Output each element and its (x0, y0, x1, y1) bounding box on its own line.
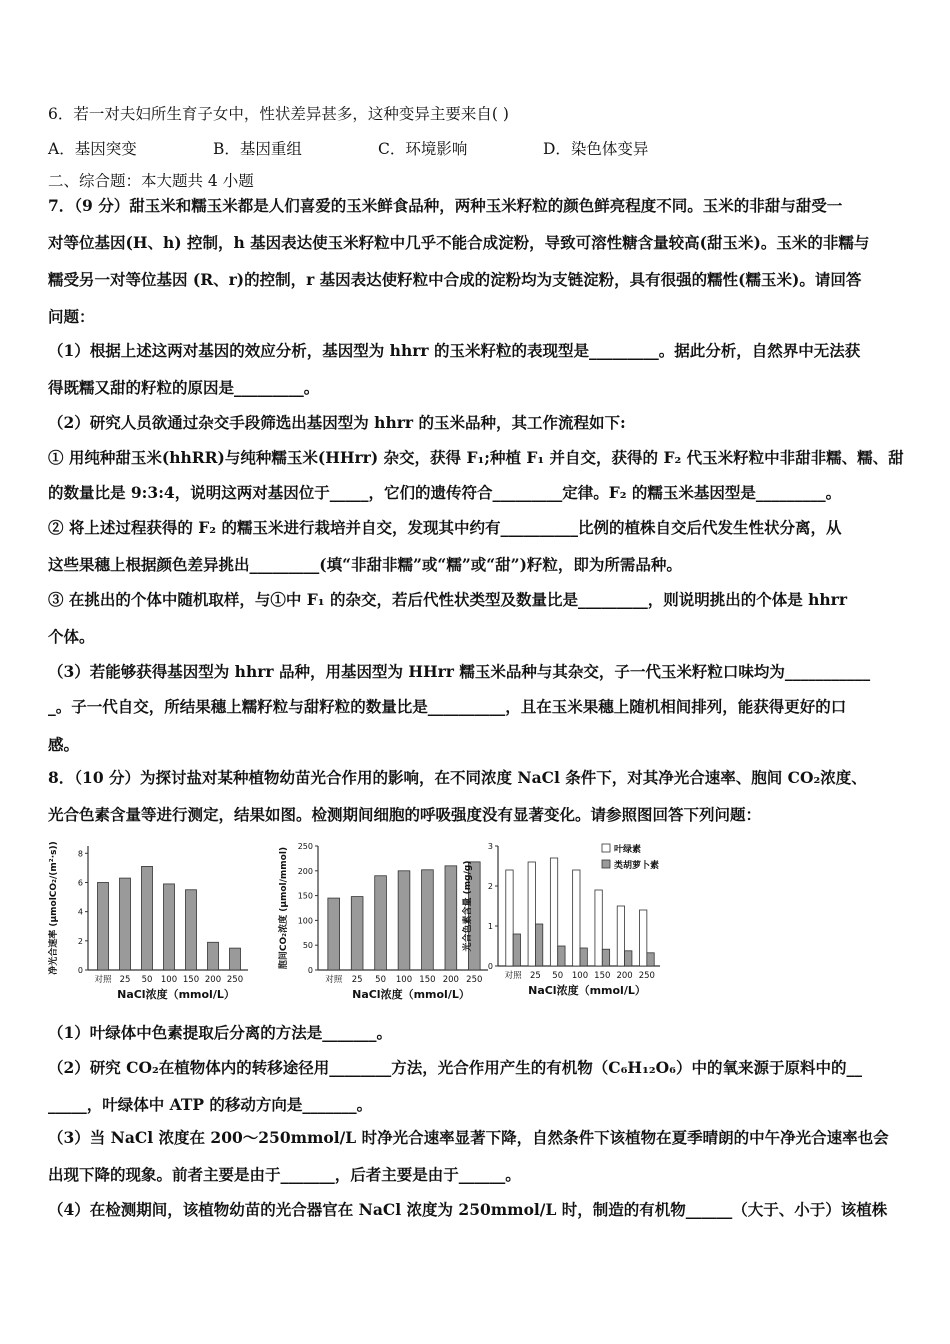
chart-bar (164, 884, 175, 970)
chart-x-tick-label: 25 (530, 971, 541, 981)
chart-bar (120, 878, 131, 970)
q8-sub-line: 出现下降的现象。前者主要是由于_______，后者主要是由于______。 (48, 1165, 521, 1184)
chart-x-tick-label: 50 (375, 975, 386, 985)
chart-bar (595, 890, 602, 966)
q7-line: （3）若能够获得基因型为 hhrr 品种，用基因型为 HHrr 糯玉米品种与其杂交，子一代玉米籽粒口味均为___________ (48, 662, 871, 681)
chart-y-tick-label: 2 (77, 936, 83, 946)
chart-x-tick-label: 200 (204, 975, 222, 985)
chart-bar (422, 870, 434, 970)
q8-sub-line: （1）叶绿体中色素提取后分离的方法是_______。 (48, 1023, 393, 1042)
chart-x-tick-label: 150 (594, 971, 611, 981)
q7-line: 7．（9 分）甜玉米和糯玉米都是人们喜爱的玉米鲜食品种，两种玉米籽粒的颜色鲜亮程度不同。玉米的非甜与甜受一 (48, 196, 843, 215)
chart-bar (647, 953, 654, 966)
chart-y-tick-label: 50 (302, 941, 313, 951)
chart-x-tick-label: 100 (160, 975, 178, 985)
chart-bar (528, 862, 535, 966)
chart-bar (398, 871, 410, 970)
chart-x-tick-label: 100 (395, 975, 413, 985)
chart-x-tick-label: 25 (119, 975, 131, 985)
section-heading: 二、综合题：本大题共 4 小题 (48, 172, 254, 190)
q7-line: （1）根据上述这两对基因的效应分析，基因型为 hhrr 的玉米籽粒的表现型是_________。据此分析，自然界中无法获 (48, 341, 861, 360)
q7-line: 糯受另一对等位基因 (R、r)的控制，r 基因表达使籽粒中合成的淀粉均为支链淀粉，具有很强的糯性(糯玉米)。请回答 (48, 270, 862, 289)
q6-option-d[interactable]: D．染色体变异 (543, 140, 649, 158)
chart-legend-swatch (602, 844, 610, 852)
chart-bar (98, 882, 109, 970)
chart-bar (328, 898, 340, 970)
chart-x-tick-label: 150 (419, 975, 436, 985)
chart-bar (513, 934, 520, 966)
chart-y-tick-label: 4 (77, 907, 83, 917)
chart-bar (602, 949, 609, 966)
chart-x-tick-label: 对照 (94, 975, 112, 985)
chart-y-tick-label: 1 (487, 922, 493, 931)
charts-figure (40, 838, 700, 1008)
q8-line: 8．（10 分）为探讨盐对某种植物幼苗光合作用的影响，在不同浓度 NaCl 条件下，对其净光合速率、胞间 CO₂浓度、 (48, 768, 867, 787)
chart-x-label: NaCl浓度（mmol/L） (352, 988, 470, 1001)
chart-bar (580, 948, 587, 966)
chart-x-label: NaCl浓度（mmol/L） (528, 984, 646, 997)
q6-option-b[interactable]: B．基因重组 (213, 140, 302, 158)
chart-bar (375, 876, 387, 970)
q7-line: 得既糯又甜的籽粒的原因是_________。 (48, 378, 320, 397)
chart-y-tick-label: 3 (487, 842, 493, 851)
chart-x-tick-label: 50 (552, 971, 564, 981)
chart-bar (617, 906, 624, 966)
chart-x-tick-label: 200 (616, 971, 633, 981)
q8-line: 光合色素含量等进行测定，结果如图。检测期间细胞的呼吸强度没有显著变化。请参照图回答下列问题： (48, 805, 762, 824)
q8-sub-line: （4）在检测期间，该植物幼苗的光合器官在 NaCl 浓度为 250mmol/L 时，制造的有机物______（大于、小于）该植株 (48, 1200, 888, 1219)
chart-y-tick-label: 0 (487, 962, 493, 971)
q7-line: 感。 (48, 735, 80, 754)
q6-stem: 6．若一对夫妇所生育子女中，性状差异甚多，这种变异主要来自( ) (48, 105, 509, 123)
chart-x-tick-label: 50 (141, 975, 153, 985)
chart-bar (186, 890, 197, 970)
chart-x-tick-label: 250 (226, 975, 244, 985)
chart-x-label: NaCl浓度（mmol/L） (117, 988, 235, 1001)
q7-line: 问题： (48, 307, 95, 326)
chart-bar (506, 870, 513, 966)
chart-y-tick-label: 2 (487, 882, 493, 891)
chart-bar (535, 924, 542, 966)
chart-legend-swatch (602, 860, 610, 868)
chart-y-tick-label: 100 (297, 916, 313, 926)
chart-x-tick-label: 25 (351, 975, 363, 985)
chart-x-tick-label: 250 (466, 975, 483, 985)
chart-bar (558, 946, 565, 966)
chart-bar (640, 910, 647, 966)
chart-bar (625, 951, 632, 966)
chart-y-tick-label: 0 (307, 966, 313, 975)
chart-legend-label: 类胡萝卜素 (614, 861, 660, 871)
chart-bar (573, 870, 580, 966)
chart-x-tick-label: 对照 (325, 975, 343, 985)
chart-bar (351, 897, 363, 970)
q7-line: ③ 在挑出的个体中随机取样，与①中 F₁ 的杂交，若后代性状类型及数量比是_________，则说明挑出的个体是 hhrr (48, 590, 848, 609)
chart-bar (445, 866, 457, 970)
chart-y-tick-label: 150 (297, 891, 313, 901)
q6-option-c[interactable]: C．环境影响 (378, 140, 468, 158)
chart-x-tick-label: 100 (571, 971, 589, 981)
chart-bar (230, 948, 241, 970)
q8-sub-line: _____，叶绿体中 ATP 的移动方向是_______。 (48, 1095, 373, 1114)
chart-legend-label: 叶绿素 (614, 845, 642, 855)
chart-y-tick-label: 200 (297, 866, 313, 876)
chart-bar (550, 858, 557, 966)
q7-line: 对等位基因(H、h) 控制，h 基因表达使玉米籽粒中几乎不能合成淀粉，导致可溶性糖含量较高(甜玉米)。玉米的非糯与 (48, 233, 870, 252)
q7-line: ② 将上述过程获得的 F₂ 的糯玉米进行栽培并自交，发现其中约有__________比例的植株自交后代发生性状分离，从 (48, 518, 842, 537)
q8-sub-line: （3）当 NaCl 浓度在 200～250mmol/L 时净光合速率显著下降，自然条件下该植物在夏季晴朗的中午净光合速率也会 (48, 1128, 889, 1147)
chart-x-tick-label: 250 (638, 971, 655, 981)
chart-y-tick-label: 8 (77, 849, 83, 859)
q7-line: ① 用纯种甜玉米(hhRR)与纯种糯玉米(HHrr) 杂交，获得 F₁;种植 F₁ 并自交，获得的 F₂ 代玉米籽粒中非甜非糯、糯、甜 (48, 448, 904, 467)
chart-x-tick-label: 150 (182, 975, 200, 985)
q7-line: （2）研究人员欲通过杂交手段筛选出基因型为 hhrr 的玉米品种，其工作流程如下: (48, 413, 626, 432)
chart-y-label: 胞间CO₂浓度 (μmol/mmol) (279, 846, 289, 970)
chart-y-tick-label: 250 (297, 842, 313, 851)
q7-line: 这些果穗上根据颜色差异挑出_________(填“非甜非糯”或“糯”或“甜”)籽粒，即为所需品种。 (48, 555, 682, 574)
chart-x-tick-label: 200 (442, 975, 459, 985)
chart-y-label: 光合色素含量 (mg/g) (463, 860, 473, 952)
chart-bar (142, 866, 153, 970)
q7-line: _。子一代自交，所结果穗上糯籽粒与甜籽粒的数量比是__________，且在玉米果穗上随机相间排列，能获得更好的口 (48, 697, 847, 716)
q6-option-a[interactable]: A．基因突变 (48, 140, 137, 158)
q7-line: 的数量比是 9:3:4，说明这两对基因位于_____，它们的遗传符合_________定律。F₂ 的糯玉米基因型是_________。 (48, 483, 842, 502)
chart-y-tick-label: 6 (77, 878, 83, 888)
q7-line: 个体。 (48, 627, 95, 646)
chart-bar (208, 942, 219, 970)
q8-sub-line: （2）研究 CO₂在植物体内的转移途径用________方法，光合作用产生的有机物（C₆H₁₂O₆）中的氧来源于原料中的__ (48, 1058, 862, 1077)
chart-x-tick-label: 对照 (504, 971, 522, 981)
chart-y-label: 净光合速率 (μmolCO₂/(m²·s)) (49, 841, 59, 975)
chart-y-tick-label: 0 (77, 966, 83, 975)
